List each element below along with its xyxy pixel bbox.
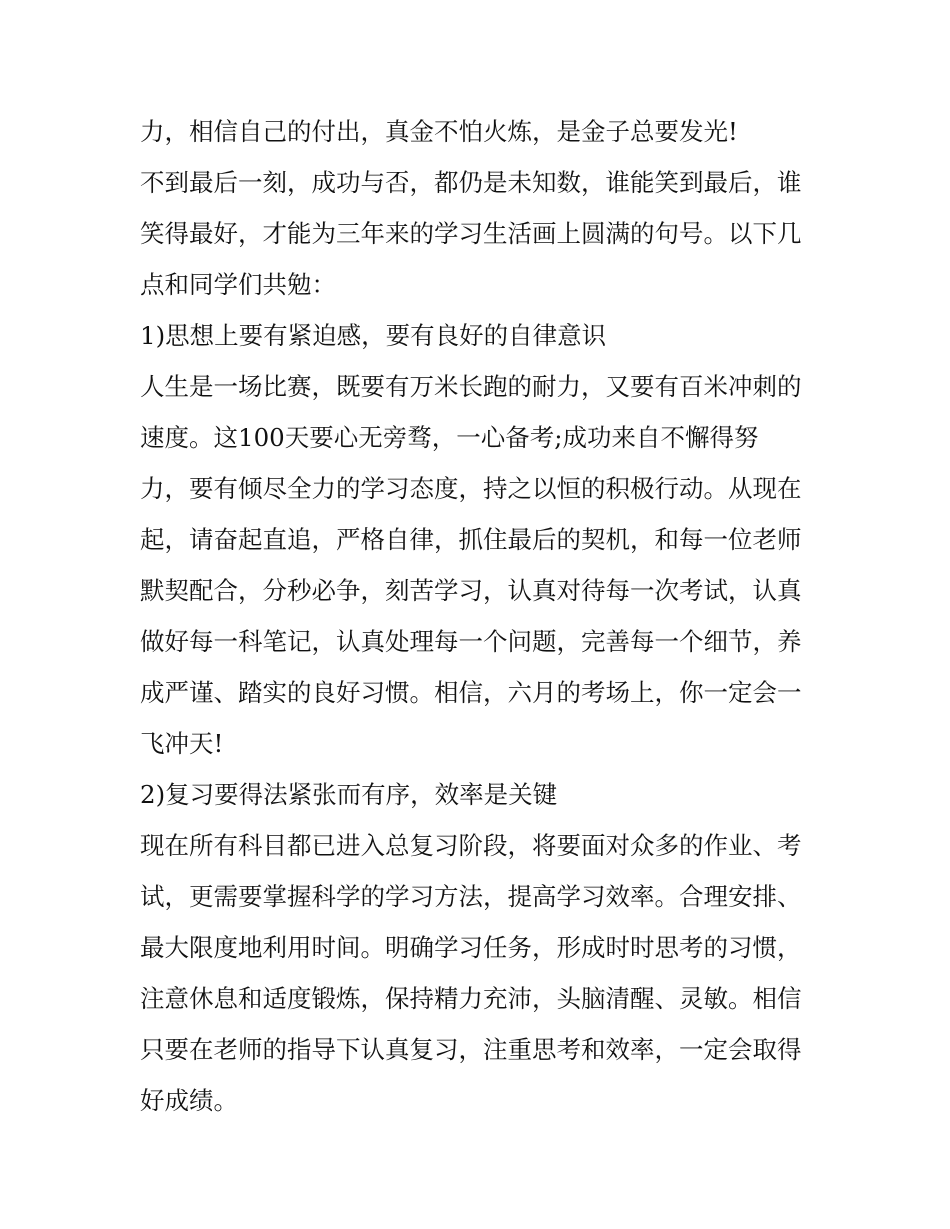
text-line: 默契配合，分秒必争，刻苦学习，认真对待每一次考试，认真 bbox=[140, 576, 802, 605]
text-line: 最大限度地利用时间。明确学习任务，形成时时思考的习惯， bbox=[140, 933, 802, 962]
text-line: 笑得最好，才能为三年来的学习生活画上圆满的句号。以下几 bbox=[140, 219, 802, 248]
text-line: 现在所有科目都已进入总复习阶段，将要面对众多的作业、考 bbox=[140, 831, 802, 860]
section-heading-2: 2)复习要得法紧张而有序，效率是关键 bbox=[140, 780, 558, 809]
text-line: 飞冲天! bbox=[140, 729, 224, 758]
text-line: 成严谨、踏实的良好习惯。相信，六月的考场上，你一定会一 bbox=[140, 678, 802, 707]
text-line: 点和同学们共勉： bbox=[140, 270, 336, 299]
text-line: 好成绩。 bbox=[140, 1086, 238, 1115]
section-heading-1: 1)思想上要有紧迫感，要有良好的自律意识 bbox=[140, 321, 607, 350]
text-line: 力，要有倾尽全力的学习态度，持之以恒的积极行动。从现在 bbox=[140, 474, 802, 503]
text-line: 力，相信自己的付出，真金不怕火炼，是金子总要发光! bbox=[140, 117, 738, 146]
text-line: 注意休息和适度锻炼，保持精力充沛，头脑清醒、灵敏。相信 bbox=[140, 984, 802, 1013]
body-text bbox=[140, 106, 820, 1126]
text-line: 做好每一科笔记，认真处理每一个问题，完善每一个细节，养 bbox=[140, 627, 802, 656]
text-line: 起，请奋起直追，严格自律，抓住最后的契机，和每一位老师 bbox=[140, 525, 802, 554]
text-line: 不到最后一刻，成功与否，都仍是未知数，谁能笑到最后，谁 bbox=[140, 168, 802, 197]
text-line: 试，更需要掌握科学的学习方法，提高学习效率。合理安排、 bbox=[140, 882, 802, 911]
text-line: 只要在老师的指导下认真复习，注重思考和效率，一定会取得 bbox=[140, 1035, 802, 1064]
text-line: 人生是一场比赛，既要有万米长跑的耐力，又要有百米冲刺的 bbox=[140, 372, 802, 401]
text-line: 速度。这100天要心无旁骛，一心备考;成功来自不懈得努 bbox=[140, 423, 759, 452]
